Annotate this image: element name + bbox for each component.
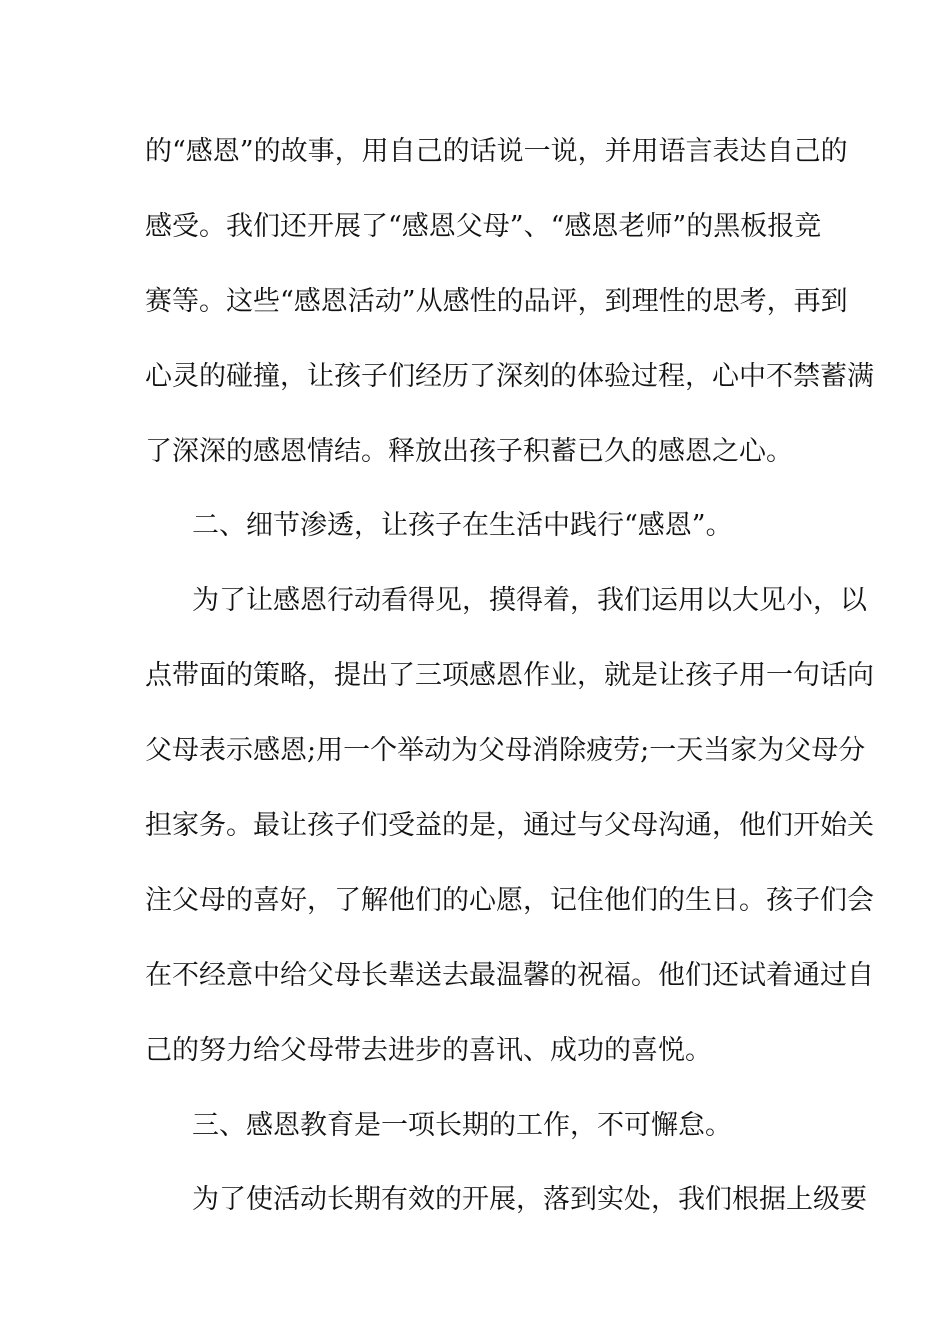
text-line: 的“感恩”的故事，用自己的话说一说，并用语言表达自己的: [145, 136, 848, 167]
text-line: 点带面的策略，提出了三项感恩作业，就是让孩子用一句话向: [145, 660, 874, 691]
paragraph-first-line: 为了让感恩行动看得见，摸得着，我们运用以大见小，以: [192, 585, 867, 616]
text-line: 担家务。最让孩子们受益的是，通过与父母沟通，他们开始关: [145, 810, 874, 841]
text-line: 心灵的碰撞，让孩子们经历了深刻的体验过程，心中不禁蓄满: [145, 361, 874, 392]
text-line: 了深深的感恩情结。释放出孩子积蓄已久的感恩之心。: [145, 436, 793, 467]
text-line: 父母表示感恩;用一个举动为父母消除疲劳;一天当家为父母分: [145, 735, 866, 766]
paragraph-first-line: 为了使活动长期有效的开展，落到实处，我们根据上级要: [192, 1184, 867, 1215]
text-line: 感受。我们还开展了“感恩父母”、“感恩老师”的黑板报竞: [145, 211, 822, 242]
text-line: 己的努力给父母带去进步的喜讯、成功的喜悦。: [145, 1035, 712, 1066]
text-line: 赛等。这些“感恩活动”从感性的品评，到理性的思考，再到: [145, 286, 848, 317]
text-line: 注父母的喜好，了解他们的心愿，记住他们的生日。孩子们会: [145, 885, 874, 916]
section-heading-three: 三、感恩教育是一项长期的工作，不可懈怠。: [192, 1110, 732, 1141]
text-line: 在不经意中给父母长辈送去最温馨的祝福。他们还试着通过自: [145, 960, 874, 991]
section-heading-two: 二、细节渗透，让孩子在生活中践行“感恩”。: [192, 510, 733, 541]
